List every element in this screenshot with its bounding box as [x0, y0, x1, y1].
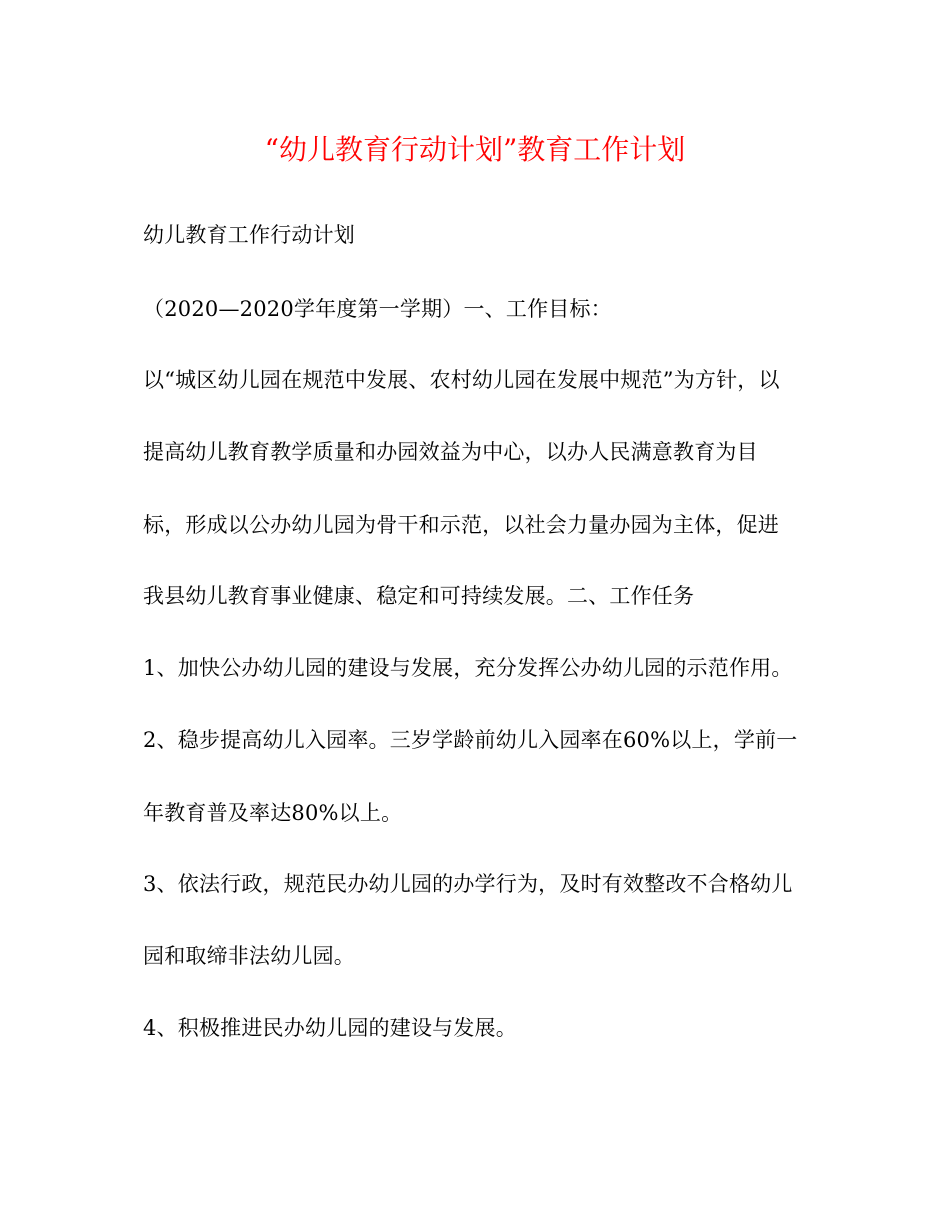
paragraph-line: 标，形成以公办幼儿园为骨干和示范，以社会力量办园为主体，促进: [143, 513, 779, 537]
task-item-3-cont: 园和取缔非法幼儿园。: [143, 944, 355, 968]
paragraph-line: 以“城区幼儿园在规范中发展、农村幼儿园在发展中规范”为方针，以: [143, 368, 780, 392]
task-item-2: 2、稳步提高幼儿入园率。三岁学龄前幼儿入园率在60%以上，学前一: [143, 728, 798, 752]
paragraph-line: （2020—2020学年度第一学期）一、工作目标：: [143, 297, 612, 321]
task-item-3: 3、依法行政，规范民办幼儿园的办学行为，及时有效整改不合格幼儿: [143, 872, 793, 896]
paragraph-line: 我县幼儿教育事业健康、稳定和可持续发展。二、工作任务: [143, 584, 695, 608]
paragraph-line: 提高幼儿教育教学质量和办园效益为中心，以办人民满意教育为目: [143, 440, 758, 464]
task-item-4: 4、积极推进民办幼儿园的建设与发展。: [143, 1016, 517, 1040]
task-item-2-cont: 年教育普及率达80%以上。: [143, 801, 403, 825]
subtitle-line: 幼儿教育工作行动计划: [143, 223, 355, 247]
document-title: “幼儿教育行动计划”教育工作计划: [264, 133, 686, 166]
task-item-1: 1、加快公办幼儿园的建设与发展，充分发挥公办幼儿园的示范作用。: [143, 656, 793, 680]
